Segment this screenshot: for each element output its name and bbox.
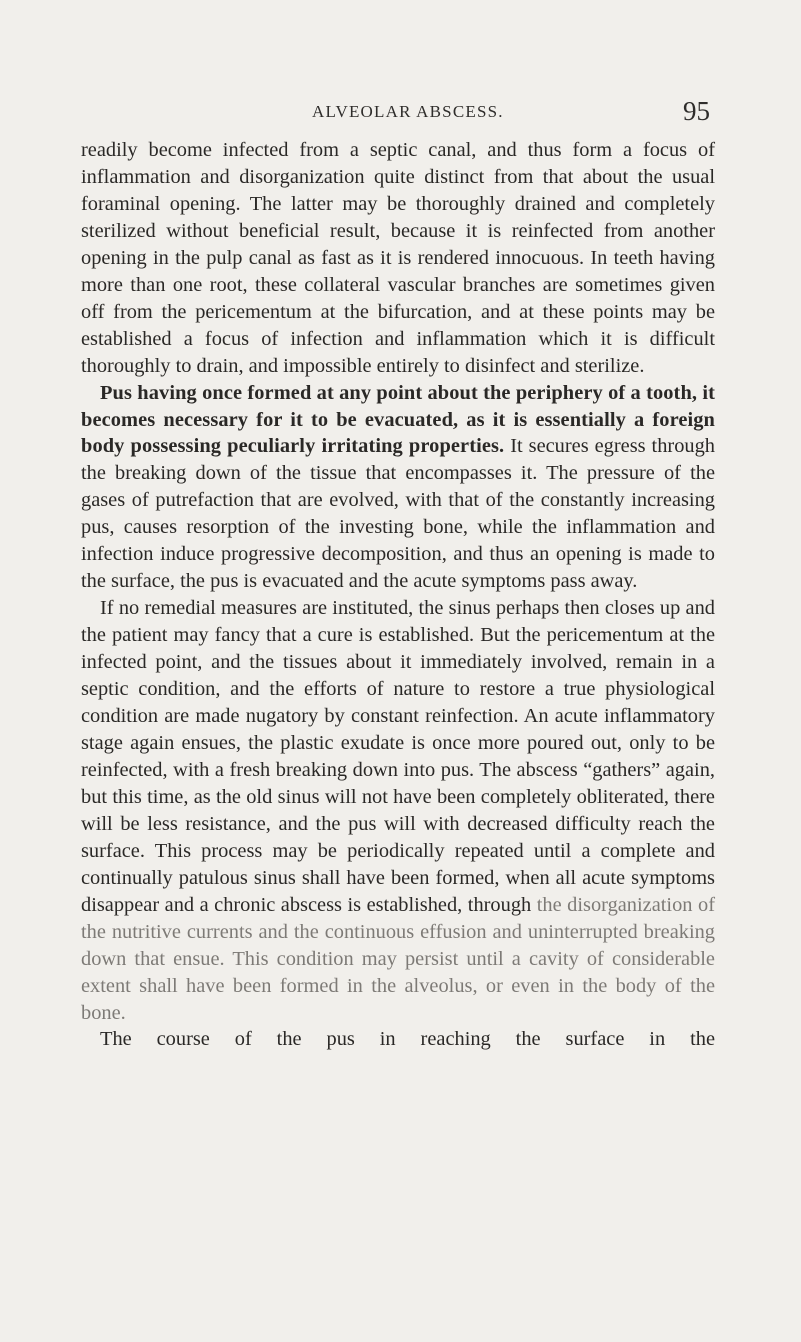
paragraph-2-bold-text: Pus having once formed at any point about the periphery of a tooth, it becomes necessary for it to be evacuated, as it is essentially a foreign body possessing peculiarly irritating properties. [81, 381, 715, 458]
running-title: ALVEOLAR ABSCESS. [312, 102, 504, 121]
paragraph-3-faded-text: the disorganization of the nutritive currents and the continuous effusion and uninterrupted breaking down that ensue. This condition may persist until a cavity of considerable extent shall have been formed in the alveolus, or even in the body of the bone. [81, 893, 715, 1024]
paragraph-1: readily become infected from a septic canal, and thus form a focus of inflammation and disorganization quite distinct from that about the usual foraminal opening. The latter may be thoroughly drained and completely sterilized without beneficial result, because it is reinfected from another opening in the pulp canal as fast as it is rendered innocuous. In teeth having more than one root, these collateral vascular branches are sometimes given off from the pericementum at the bifurcation, and at these points may be established a focus of infection and inflammation which it is difficult thoroughly to drain, and impossible entirely to disinfect and sterilize. [81, 139, 715, 377]
body-text [81, 137, 715, 1053]
running-head [0, 96, 801, 126]
paragraph-2-text: It secures egress through the breaking down of the tissue that encompasses it. The pressure of the gases of putrefaction that are evolved, with that of the constantly increasing pus, causes resorption of the investing bone, while the inflammation and infection induce progressive decomposition, and thus an opening is made to the surface, the pus is evacuated and the acute symptoms pass away. [81, 435, 715, 593]
page-number: 95 [683, 96, 710, 126]
paragraph-2 [81, 380, 715, 596]
paragraph-3 [81, 595, 715, 1026]
paragraph-3-text: If no remedial measures are instituted, the sinus perhaps then closes up and the patient may fancy that a cure is established. But the pericementum at the infected point, and the tissues about it immediately involved, remain in a septic condition, and the efforts of nature to restore a true physiological condition are made nugatory by constant reinfection. An acute inflammatory stage again ensues, the plastic exudate is once more poured out, only to be reinfected, with a fresh breaking down into pus. The abscess “gathers” again, but this time, as the old sinus will not have been completely obliterated, there will be less resistance, and the pus will with decreased difficulty reach the surface. This process may be periodically repeated until a complete and continually patulous sinus shall have been formed, when all acute symptoms disappear and a chronic abscess is established, through [81, 597, 715, 916]
paragraph-4: The course of the pus in reaching the surface in the [100, 1028, 715, 1051]
